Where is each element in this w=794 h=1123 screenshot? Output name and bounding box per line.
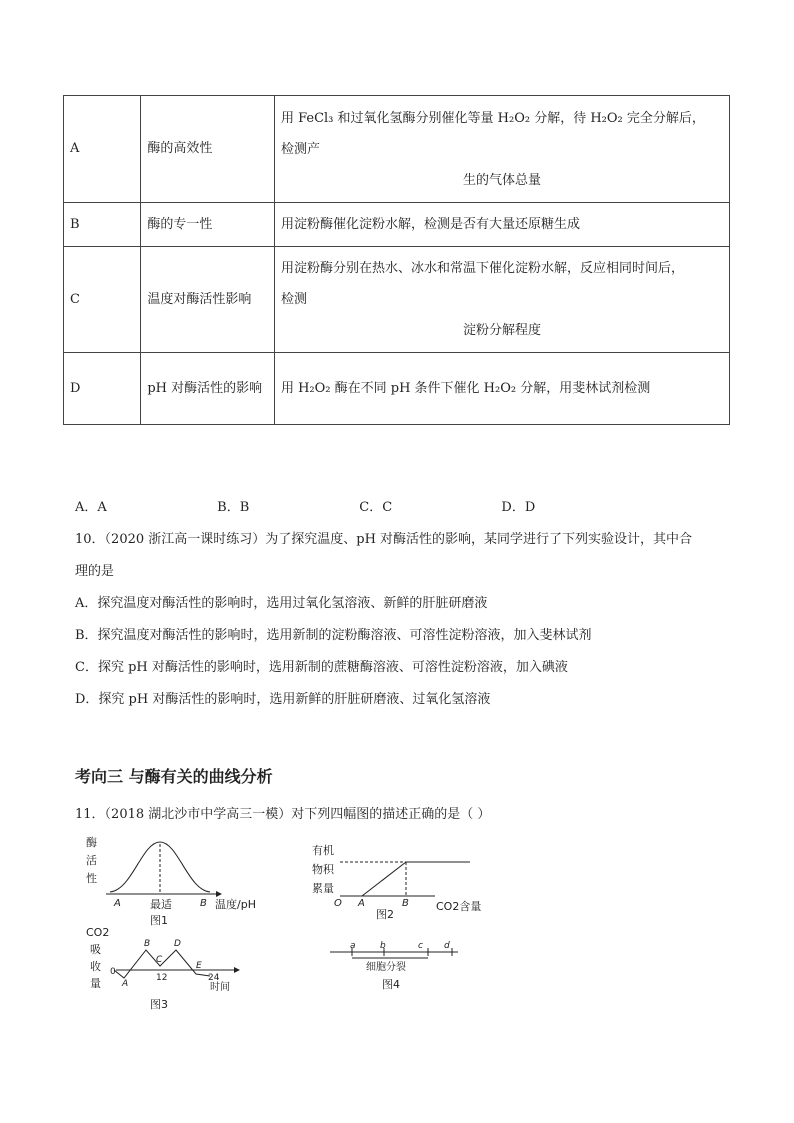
table-row — [64, 353, 730, 425]
row-label: B — [64, 203, 141, 247]
method-center: 淀粉分解程度 — [462, 323, 541, 338]
figure-1 — [80, 832, 300, 927]
row-label: C — [64, 247, 141, 353]
fig3-ylabel: CO2 — [86, 926, 110, 939]
fig4-letter-d: d — [444, 941, 450, 951]
fig3-origin: 0 — [110, 967, 116, 977]
fig1-point-a: A — [114, 898, 121, 909]
q10-stem-line2: 理的是 — [75, 564, 115, 579]
fig4-label: 细胞分裂 — [366, 962, 406, 973]
q11-stem: 11．（2018 湖北沙市中学高三一模）对下列四幅图的描述正确的是（ ） — [75, 807, 491, 822]
row-item — [141, 353, 275, 425]
table-row — [64, 247, 730, 353]
fig3-xlabel: 时间 — [210, 982, 230, 993]
fig2-xlabel: CO2含量 — [436, 900, 482, 913]
q10-option-d: D．探究 pH 对酶活性的影响时，选用新鲜的肝脏研磨液、过氧化氢溶液 — [75, 692, 491, 707]
fig2-ylabel: 有机 — [312, 844, 334, 857]
q10-option-c: C．探究 pH 对酶活性的影响时，选用新制的蔗糖酶溶液、可溶性淀粉溶液，加入碘液 — [75, 660, 568, 675]
fig1-xlabel: 温度/pH — [215, 898, 256, 911]
q10-option-a: A．探究温度对酶活性的影响时，选用过氧化氢溶液、新鲜的肝脏研磨液 — [75, 596, 488, 611]
figure-3 — [84, 924, 254, 1014]
figure-2 — [310, 840, 510, 925]
answer-option: C．C — [359, 500, 393, 515]
row-label: D — [64, 353, 141, 425]
fig1-caption: 图1 — [150, 914, 168, 927]
fig2-point-a: A — [358, 898, 365, 909]
fig3-ylabel: 吸 — [90, 943, 101, 956]
q10-option-b: B．探究温度对酶活性的影响时，选用新制的淀粉酶溶液、可溶性淀粉溶液，加入斐林试剂 — [75, 628, 592, 643]
table-row — [64, 96, 730, 203]
row-method — [274, 247, 729, 353]
method-line: 用淀粉酶分别在热水、冰水和常温下催化淀粉水解，反应相同时间后， — [280, 261, 684, 276]
row-method: 用 H₂O₂ 酶在不同 pH 条件下催化 H₂O₂ 分解，用斐林试剂检测 — [274, 353, 729, 425]
row-item: 酶的高效性 — [141, 96, 275, 203]
method-line: 检测 — [280, 292, 307, 307]
fig1-peak-label: 最适 — [150, 898, 172, 911]
fig3-point-c: C — [156, 955, 163, 965]
options-table — [63, 95, 730, 425]
fig4-letter-c: c — [418, 941, 423, 951]
fig3-ylabel: 量 — [90, 977, 101, 990]
method-line: 检测产 — [280, 141, 320, 157]
fig2-rise-line — [362, 862, 406, 896]
fig3-point-b: B — [144, 939, 151, 949]
fig3-caption: 图3 — [150, 998, 168, 1011]
fig1-ylabel: 活 — [86, 854, 97, 867]
row-label: A — [64, 96, 141, 203]
fig1-ylabel: 性 — [86, 872, 97, 885]
fig4-letter-a: a — [350, 941, 356, 951]
fig1-arrow — [216, 891, 222, 897]
fig3-point-a: A — [122, 979, 129, 989]
fig3-arrow — [234, 967, 240, 973]
row-item-text: pH 对酶活性的影响 — [147, 380, 263, 396]
method-center: 生的气体总量 — [462, 172, 541, 188]
fig4-letter-b: b — [380, 941, 386, 951]
fig2-caption: 图2 — [376, 908, 394, 921]
row-item: 温度对酶活性影响 — [141, 247, 275, 353]
answer-option: B．B — [217, 500, 250, 515]
answer-option: D．D — [501, 500, 536, 515]
row-item: 酶的专一性 — [141, 203, 275, 247]
fig3-tick-12: 12 — [156, 973, 168, 983]
fig3-tick-24: 24 — [208, 973, 220, 983]
section-title: 考向三 与酶有关的曲线分析 — [75, 767, 273, 786]
fig2-ylabel: 累量 — [312, 882, 334, 895]
table-row — [64, 203, 730, 247]
figure-4 — [322, 940, 462, 995]
fig2-point-b: B — [402, 898, 409, 909]
fig3-ylabel: 收 — [90, 960, 101, 973]
method-line: 用 FeCl₃ 和过氧化氢酶分别催化等量 H₂O₂ 分解，待 H₂O₂ 完全分解后， — [280, 110, 705, 126]
row-method: 用淀粉酶催化淀粉水解，检测是否有大量还原糖生成 — [274, 203, 729, 247]
row-method — [274, 96, 729, 203]
fig2-ylabel: 物积 — [312, 863, 334, 876]
fig3-point-e: E — [196, 961, 202, 971]
q9-answers — [75, 496, 535, 515]
answer-option: A．A — [75, 500, 107, 515]
fig3-point-d: D — [174, 939, 181, 949]
fig1-point-b: B — [200, 898, 207, 909]
q10-stem-line1: 10．（2020 浙江高一课时练习）为了探究温度、pH 对酶活性的影响，某同学进行了下列实验设计，其中合 — [75, 532, 693, 547]
fig2-origin: O — [334, 898, 342, 909]
fig4-caption: 图4 — [382, 978, 400, 991]
fig1-ylabel: 酶 — [86, 836, 97, 849]
